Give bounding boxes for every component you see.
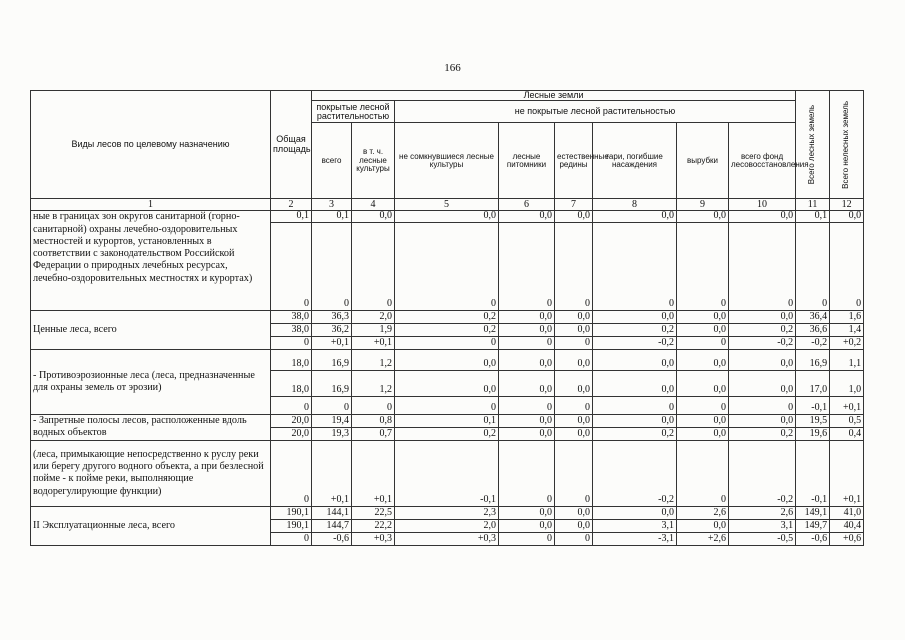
table-row: 190,1 144,7 22,2 2,0 0,0 0,0 3,1 0,0 3,1 149,7 40,4: [31, 519, 864, 532]
table-row: (леса, примыкающие непосредственно к руслу реки или берегу другого водного объекта, а при безлесной пойме - к пойме реки, выполняющие водорегулирующие функции) 0 +0,1 +0,1 -0,1 0 0 -0,2 0 -0,2 -0,1 +0,1: [31, 440, 864, 506]
table-row: 18,0 16,9 1,2 0,0 0,0 0,0 0,0 0,0 0,0 17,0 1,0: [31, 370, 864, 396]
header-not-covered: не покрытые лесной растительностью: [395, 101, 796, 123]
column-number-row: 1 2 3 4 5 6 7 8 9 10 11 12: [31, 199, 864, 211]
table-row: 0 0 0 0 0 0 0 0 0 0 0: [31, 222, 864, 310]
table-row: - Запретные полосы лесов, расположенные вдоль водных объектов 20,0 19,4 0,8 0,1 0,0 0,0 0,0 0,0 0,0 19,5 0,5: [31, 414, 864, 427]
header-total-nonforest: Всего нелесных земель: [830, 91, 864, 199]
table-row: II Эксплуатационные леса, всего 190,1 144,1 22,5 2,3 0,0 0,0 0,0 2,6 2,6 149,1 41,0: [31, 506, 864, 519]
row-label-sanitary: ные в границах зон округов санитарной (горно-санитарной) охраны лечебно-оздоровительных местностей и курортов, установленных в соответствии с законодательством Российской Федерации о природных лечебных ресурсах, лечебно-оздоровительных местностях и курортах): [31, 211, 271, 311]
table-row: 0 0 0 0 0 0 0 0 0 -0,1 +0,1: [31, 396, 864, 414]
row-label-exploitation: II Эксплуатационные леса, всего: [31, 506, 271, 545]
table-row: 0 +0,1 +0,1 0 0 0 -0,2 0 -0,2 -0,2 +0,2: [31, 336, 864, 349]
table-row: ные в границах зон округов санитарной (горно-санитарной) охраны лечебно-оздоровительных местностей и курортов, установленных в соответствии с законодательством Российской Федерации о природных лечебных ресурсах, лечебно-оздоровительных местностях и курортах) 0,1 0,1 0,0 0,0 0,0 0,0 0,0 0,0 0,0 0,1 0,0: [31, 211, 864, 223]
table-row: Ценные леса, всего 38,0 36,3 2,0 0,2 0,0 0,0 0,0 0,0 0,0 36,4 1,6: [31, 310, 864, 323]
header-all: всего: [312, 123, 352, 199]
header-covered: покрытые лесной растительностью: [312, 101, 395, 123]
header-nurseries: лесные питомники: [499, 123, 555, 199]
forest-fund-table: [30, 90, 864, 546]
header-total-area: Общая площадь: [271, 91, 312, 199]
page-number: 166: [444, 62, 461, 74]
table-row: 38,0 36,2 1,9 0,2 0,0 0,0 0,2 0,0 0,2 36,6 1,4: [31, 323, 864, 336]
header-forest-lands: Лесные земли: [312, 91, 796, 101]
header-natural-gaps: естественные редины: [555, 123, 593, 199]
header-forest-type: Виды лесов по целевому назначению: [31, 91, 271, 199]
table-header: [31, 91, 864, 211]
header-total-fund: всего фонд лесовосстановления: [729, 123, 796, 199]
row-label-anti-erosion: - Противоэрозионные леса (леса, предназначенные для охраны земель от эрозии): [31, 349, 271, 414]
table-row: - Противоэрозионные леса (леса, предназначенные для охраны земель от эрозии) 18,0 16,9 1,2 0,0 0,0 0,0 0,0 0,0 0,0 16,9 1,1: [31, 349, 864, 370]
header-incl-cultures: в т. ч. лесные культуры: [352, 123, 395, 199]
row-label-valuable: Ценные леса, всего: [31, 310, 271, 349]
row-label-water-strips: - Запретные полосы лесов, расположенные вдоль водных объектов: [31, 414, 271, 440]
row-label-water-strips-desc: (леса, примыкающие непосредственно к руслу реки или берегу другого водного объекта, а при безлесной пойме - к пойме реки, выполняющие водорегулирующие функции): [31, 440, 271, 506]
table-row: 0 -0,6 +0,3 +0,3 0 0 -3,1 +2,6 -0,5 -0,6 +0,6: [31, 532, 864, 545]
header-total-forest: Всего лесных земель: [796, 91, 830, 199]
table-row: 20,0 19,3 0,7 0,2 0,0 0,0 0,2 0,0 0,2 19,6 0,4: [31, 427, 864, 440]
header-non-closed: не сомкнувшиеся лесные культуры: [395, 123, 499, 199]
table-body: [31, 211, 864, 546]
header-burnt: гари, погибшие насаждения: [593, 123, 677, 199]
header-clearcuts: вырубки: [677, 123, 729, 199]
